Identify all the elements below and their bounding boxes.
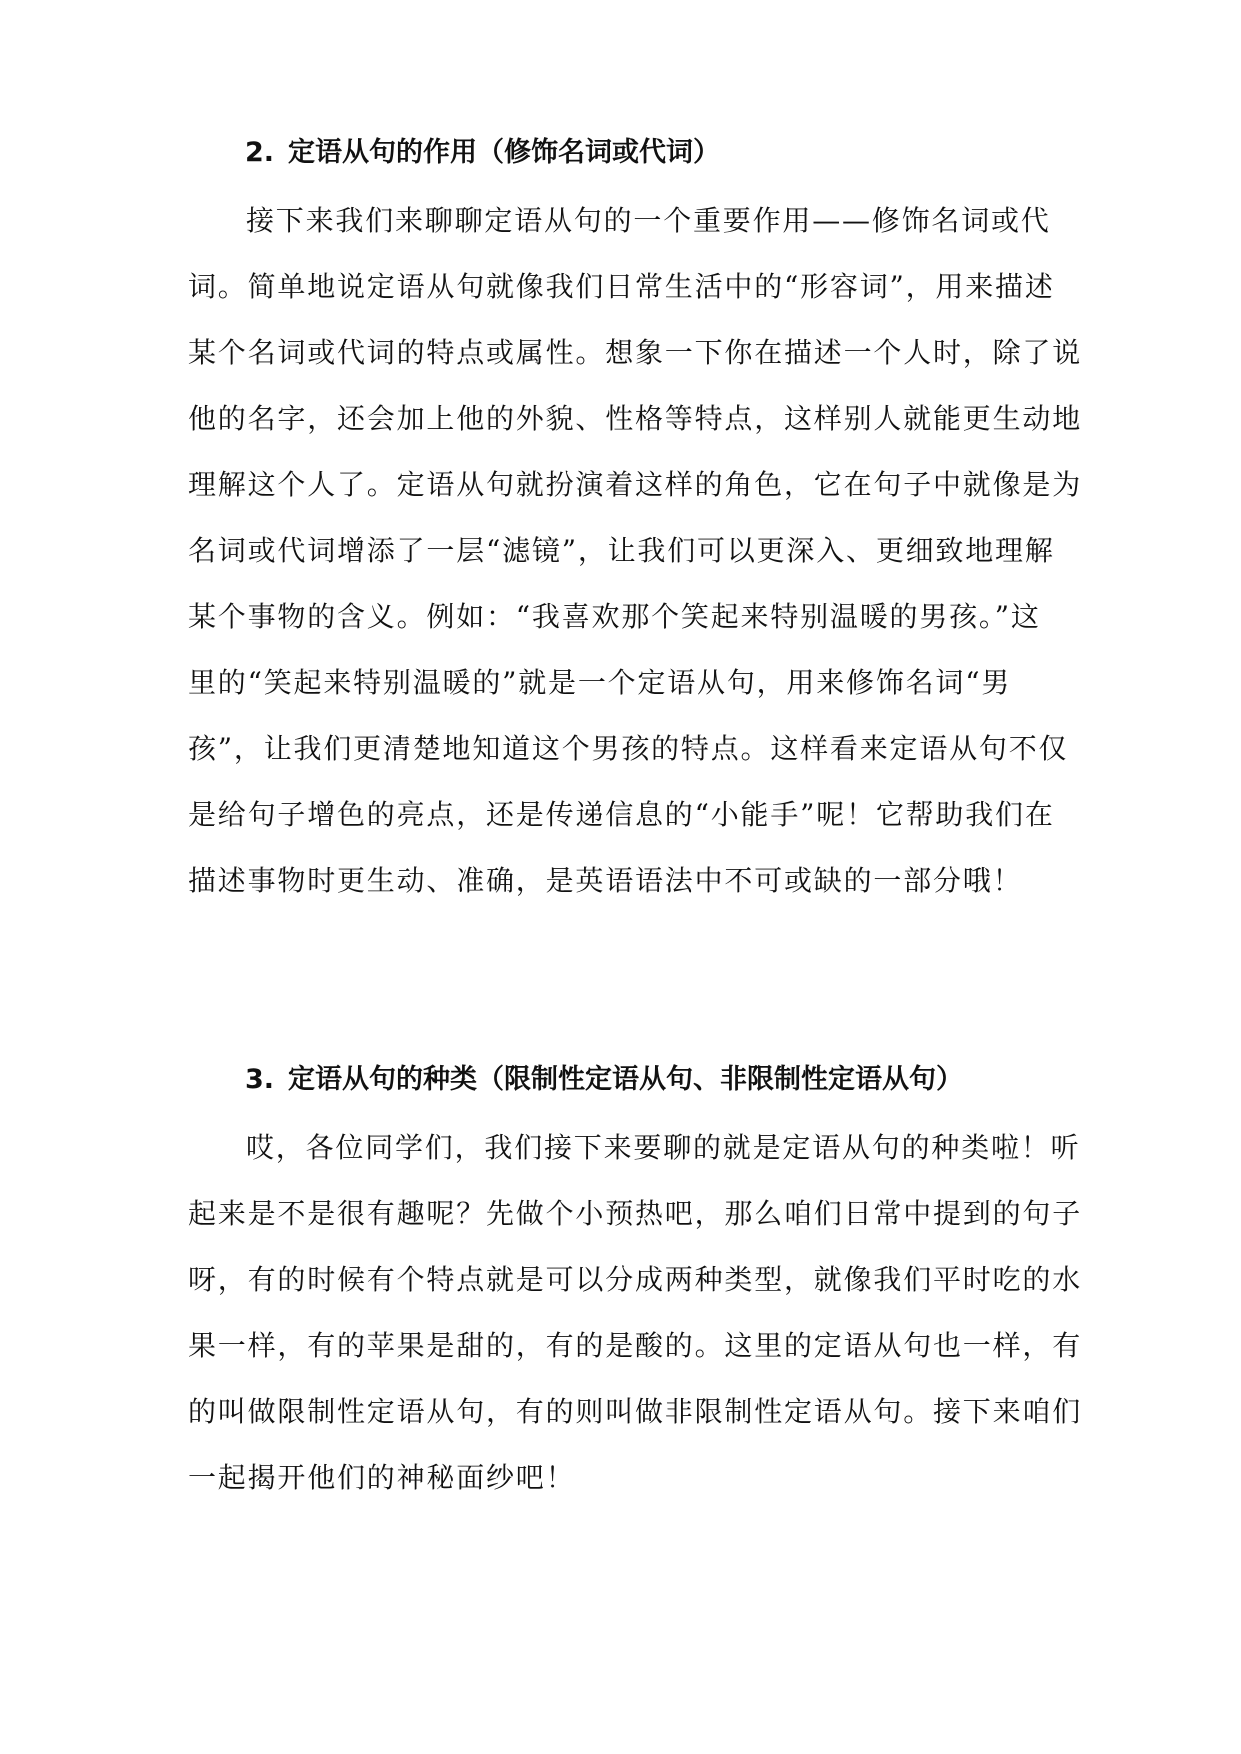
section-paragraph-2 xyxy=(188,188,1083,914)
paragraph-line: 起来是不是很有趣呢？先做个小预热吧，那么咱们日常中提到的句子 xyxy=(188,1197,1083,1230)
paragraph-line: 某个名词或代词的特点或属性。想象一下你在描述一个人时，除了说 xyxy=(188,336,1083,369)
section-number: 3. xyxy=(245,1064,275,1095)
paragraph-line: 呀，有的时候有个特点就是可以分成两种类型，就像我们平时吃的水 xyxy=(188,1263,1083,1296)
paragraph-line: 的叫做限制性定语从句，有的则叫做非限制性定语从句。接下来咱们 xyxy=(188,1395,1083,1428)
paragraph-line: 理解这个人了。定语从句就扮演着这样的角色，它在句子中就像是为 xyxy=(188,468,1083,501)
section-paragraph-3 xyxy=(188,1115,1083,1511)
paragraph-line: 果一样，有的苹果是甜的，有的是酸的。这里的定语从句也一样，有 xyxy=(188,1329,1083,1362)
section-title: 定语从句的种类（限制性定语从句、非限制性定语从句） xyxy=(288,1064,964,1095)
paragraph-line: 一起揭开他们的神秘面纱吧！ xyxy=(188,1461,576,1494)
paragraph-line: 他的名字，还会加上他的外貌、性格等特点，这样别人就能更生动地 xyxy=(188,402,1083,435)
paragraph-line: 接下来我们来聊聊定语从句的一个重要作用——修饰名词或代 xyxy=(246,204,1051,237)
paragraph-line: 词。简单地说定语从句就像我们日常生活中的“形容词”，用来描述 xyxy=(188,270,1055,303)
paragraph-line: 哎，各位同学们，我们接下来要聊的就是定语从句的种类啦！听 xyxy=(246,1131,1081,1164)
paragraph-line: 是给句子增色的亮点，还是传递信息的“小能手”呢！它帮助我们在 xyxy=(188,798,1055,831)
paragraph-line: 名词或代词增添了一层“滤镜”，让我们可以更深入、更细致地理解 xyxy=(188,534,1055,567)
paragraph-line: 里的“笑起来特别温暖的”就是一个定语从句，用来修饰名词“男 xyxy=(188,666,1012,699)
paragraph-line: 描述事物时更生动、准确，是英语语法中不可或缺的一部分哦！ xyxy=(188,864,1023,897)
section-heading-3 xyxy=(245,1060,963,1100)
section-title: 定语从句的作用（修饰名词或代词） xyxy=(288,137,721,168)
section-number: 2. xyxy=(245,137,275,168)
paragraph-line: 某个事物的含义。例如：“我喜欢那个笑起来特别温暖的男孩。”这 xyxy=(188,600,1041,633)
section-heading-2 xyxy=(245,133,720,173)
paragraph-line: 孩”，让我们更清楚地知道这个男孩的特点。这样看来定语从句不仅 xyxy=(188,732,1069,765)
